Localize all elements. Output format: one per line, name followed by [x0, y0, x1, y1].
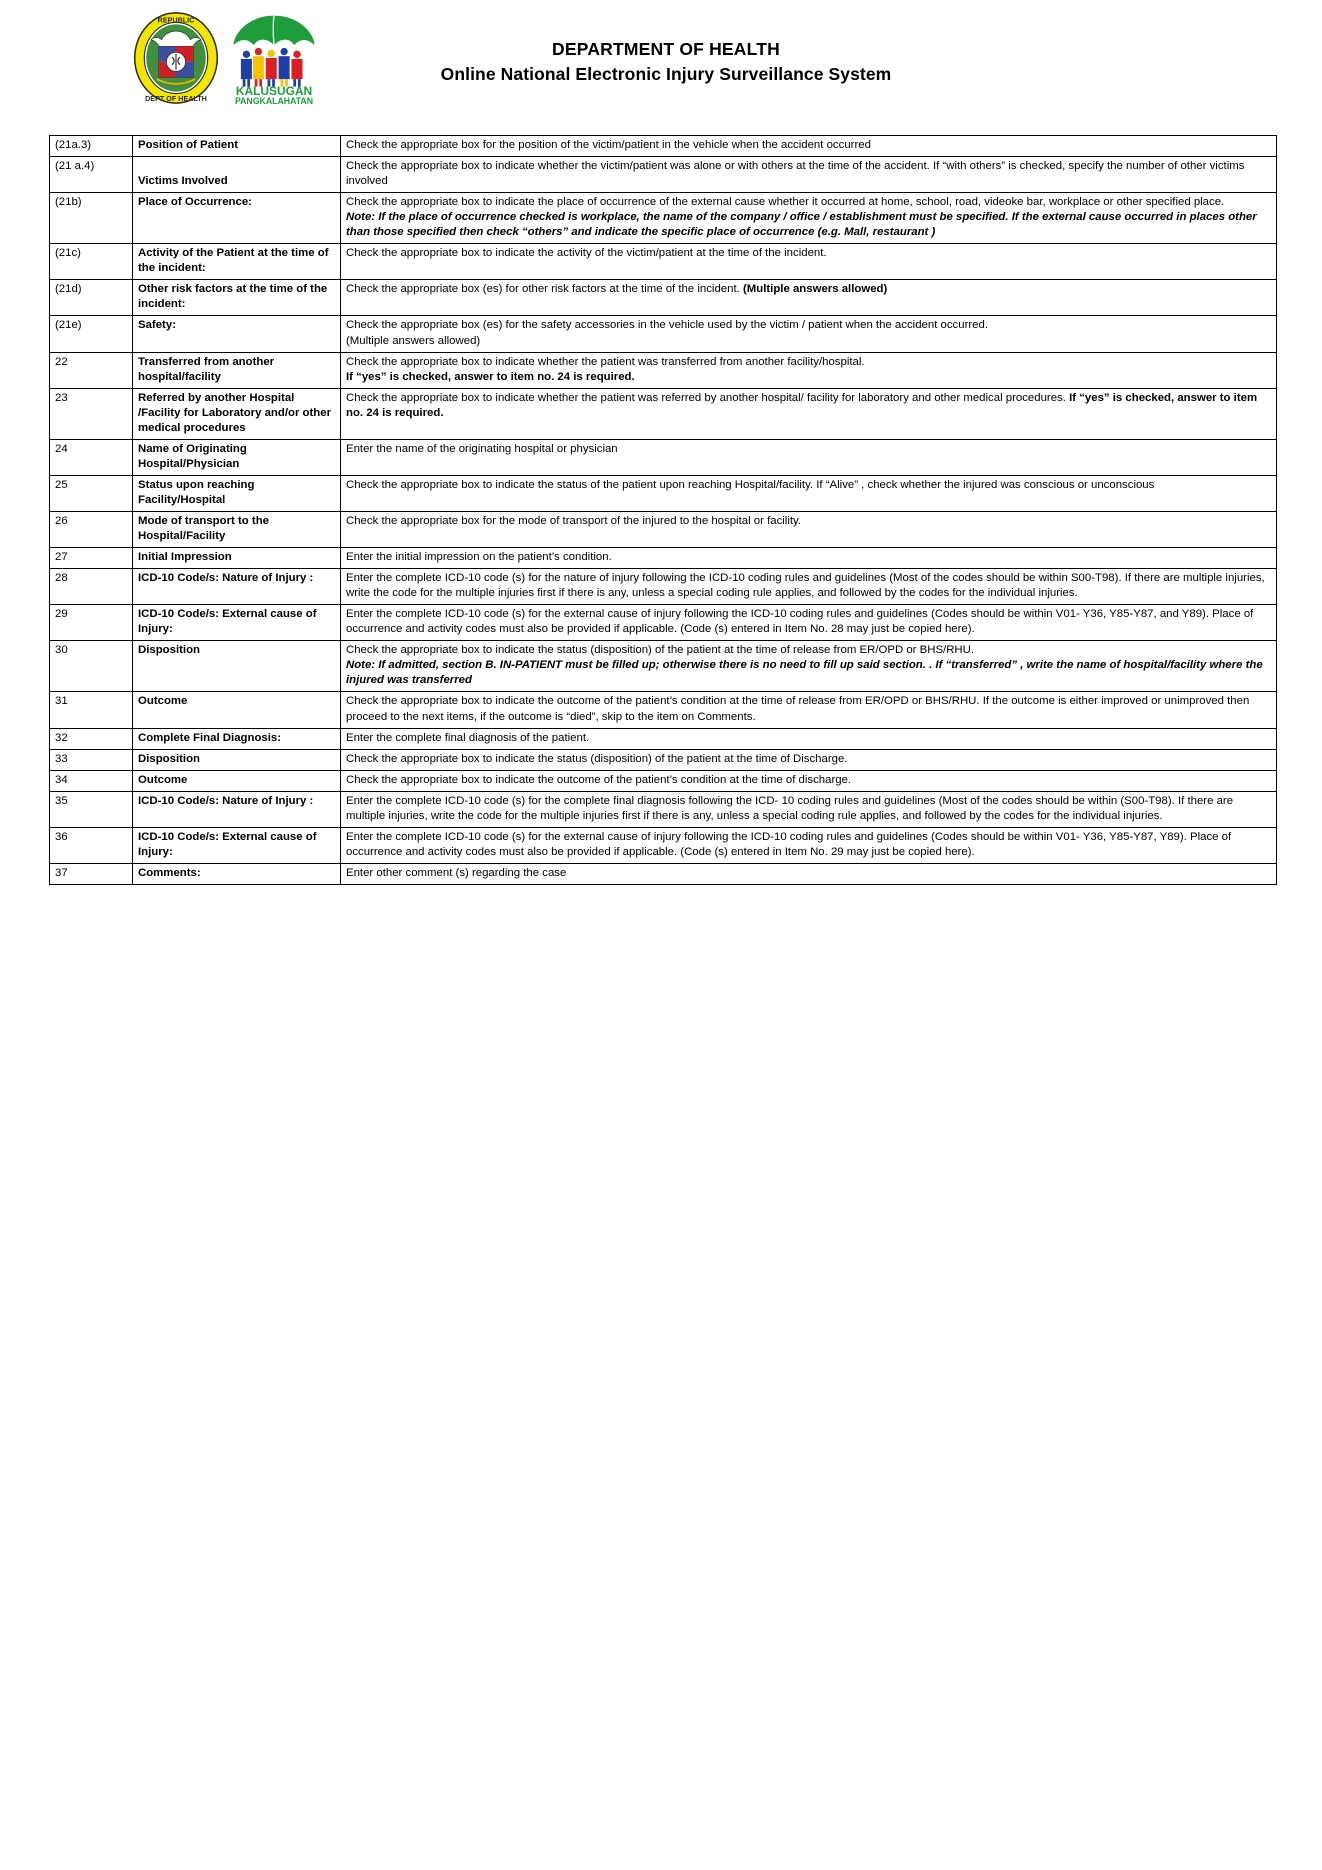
row-description: [341, 511, 1277, 547]
table-row: [50, 827, 1277, 863]
row-item-label: Mode of transport to the Hospital/Facility: [133, 511, 341, 547]
table-row: [50, 791, 1277, 827]
description-text: Check the appropriate box to indicate the outcome of the patient’s condition at the time of release from ER/OPD or BHS/RHU. If the outcome is either improved or unimproved then proceed to the next items, if the outcome is “died”, skip to the item on Comments.: [346, 695, 1250, 723]
table-row: [50, 863, 1277, 884]
description-text: Check the appropriate box for the position of the victim/patient in the vehicle when the accident occurred: [346, 139, 871, 151]
description-paragraph: [346, 334, 1272, 349]
row-description: [341, 692, 1277, 728]
description-text: Enter the complete ICD-10 code (s) for the complete final diagnosis following the ICD- 10 coding rules and guidelines (Most of the codes should be within (S00-T98). If there are multiple injuries, write the code for the multiple injuries first if there is any, unless a special coding rule applies, and followed by the codes for the individual injuries.: [346, 794, 1234, 822]
row-description: [341, 728, 1277, 749]
table-row: [50, 641, 1277, 692]
description-text: Check the appropriate box to indicate the place of occurrence of the external cause whether it occurred at home, school, road, videoke bar, workplace or other specified place.: [346, 196, 1225, 209]
row-item-label: Safety:: [133, 316, 341, 352]
description-paragraph: [346, 571, 1272, 601]
description-text: Check the appropriate box to indicate whether the patient was referred by another hospital/ facility for laboratory and other medical procedures.: [346, 391, 1070, 404]
row-item-number: 37: [50, 863, 133, 884]
row-item-label: ICD-10 Code/s: Nature of Injury :: [133, 569, 341, 605]
table-row: [50, 244, 1277, 280]
description-paragraph: [346, 138, 1272, 153]
row-item-number: 34: [50, 770, 133, 791]
row-item-label: Disposition: [133, 641, 341, 692]
row-item-number: 36: [50, 827, 133, 863]
row-item-number: 23: [50, 388, 133, 439]
description-text: Check the appropriate box (es) for other risk factors at the time of the incident.: [346, 283, 743, 296]
row-description: [341, 439, 1277, 475]
instructions-table: [49, 135, 1277, 885]
description-paragraph: [346, 355, 1272, 370]
description-paragraph: [346, 643, 1272, 658]
row-item-label: Transferred from another hospital/facility: [133, 352, 341, 388]
row-description: [341, 770, 1277, 791]
description-text: Enter the complete ICD-10 code (s) for the nature of injury following the ICD-10 coding rules and guidelines (Most of the codes should be within S00-T98). If there are multiple injuries, write the code for the multiple injuries first if there is any, unless a special coding rule applies, and followed by the codes for the individual injuries.: [346, 572, 1265, 600]
row-description: [341, 352, 1277, 388]
row-description: [341, 641, 1277, 692]
row-item-number: 25: [50, 475, 133, 511]
row-item-label: ICD-10 Code/s: External cause of Injury:: [133, 605, 341, 641]
description-text: Note: If the place of occurrence checked is workplace, the name of the company / office / establishment must be specified. If the external cause occurred in places other than those specified then check “others” and indicate the specific place of occurrence (e.g. Mall, restaurant ): [346, 211, 1257, 239]
row-description: [341, 193, 1277, 244]
description-paragraph: [346, 370, 1272, 385]
row-item-number: (21c): [50, 244, 133, 280]
guide-table-wrapper: [49, 135, 1277, 885]
row-item-label: Name of Originating Hospital/Physician: [133, 439, 341, 475]
description-text: Check the appropriate box to indicate the status (disposition) of the patient at the time of Discharge.: [346, 752, 848, 765]
row-item-number: (21d): [50, 280, 133, 316]
table-row: [50, 475, 1277, 511]
row-item-number: (21b): [50, 193, 133, 244]
description-paragraph: [346, 195, 1272, 210]
row-item-label: Complete Final Diagnosis:: [133, 728, 341, 749]
description-paragraph: [346, 752, 1272, 767]
row-description: [341, 244, 1277, 280]
description-text: Check the appropriate box to indicate the activity of the victim/patient at the time of the incident.: [346, 247, 827, 260]
description-text: If “yes” is checked, answer to item no. 24 is required.: [346, 370, 635, 383]
row-description: [341, 157, 1277, 193]
description-text: Check the appropriate box to indicate whether the victim/patient was alone or with others at the time of the accident. If “with others” is checked, specify the number of other victims involved: [346, 160, 1245, 188]
row-item-label: Other risk factors at the time of the incident:: [133, 280, 341, 316]
table-row: [50, 749, 1277, 770]
row-item-label: Disposition: [133, 749, 341, 770]
description-text: Check the appropriate box to indicate the status (disposition) of the patient at the time of release from ER/OPD or BHS/RHU.: [346, 644, 975, 657]
row-item-label: ICD-10 Code/s: External cause of Injury:: [133, 827, 341, 863]
table-row: [50, 388, 1277, 439]
row-item-number: 35: [50, 791, 133, 827]
description-text: Enter other comment (s) regarding the case: [346, 866, 567, 879]
description-emphasis: (Multiple answers allowed): [742, 283, 888, 296]
svg-text:REPUBLIC: REPUBLIC: [157, 15, 195, 25]
table-row: [50, 569, 1277, 605]
description-text: Check the appropriate box to indicate the outcome of the patient’s condition at the time of discharge.: [346, 773, 852, 786]
description-paragraph: [346, 773, 1272, 788]
pangkalahatan-text: PANGKALAHATAN: [234, 96, 314, 106]
row-item-label: ICD-10 Code/s: Nature of Injury :: [133, 791, 341, 827]
table-row: [50, 511, 1277, 547]
row-item-label: Status upon reaching Facility/Hospital: [133, 475, 341, 511]
table-row: [50, 728, 1277, 749]
description-text: Enter the complete ICD-10 code (s) for the external cause of injury following the ICD-10 coding rules and guidelines (Codes should be within V01- Y36, Y85-Y87, and Y89). Place of occurrence and activity codes must also be provided if applicable. (Code (s) entered in Item No. 28 may just be copied here).: [346, 608, 1254, 636]
row-item-label: Initial Impression: [133, 548, 341, 569]
instructions-table-body: [50, 136, 1277, 885]
description-paragraph: [346, 658, 1272, 688]
page-subtitle: Online National Electronic Injury Surveillance System: [440, 63, 892, 84]
row-item-number: 22: [50, 352, 133, 388]
description-text: Check the appropriate box (es) for the safety accessories in the vehicle used by the victim / patient when the accident occurred.: [346, 319, 989, 332]
row-item-label: Activity of the Patient at the time of the incident:: [133, 244, 341, 280]
row-item-number: 32: [50, 728, 133, 749]
row-description: [341, 316, 1277, 352]
row-item-number: 28: [50, 569, 133, 605]
description-text: (Multiple answers allowed): [346, 334, 481, 347]
kalusugan-text: KALUSUGAN: [235, 83, 313, 98]
row-item-label: Place of Occurrence:: [133, 193, 341, 244]
description-paragraph: [346, 514, 1272, 529]
table-row: [50, 157, 1277, 193]
row-description: [341, 136, 1277, 157]
row-item-label: Outcome: [133, 770, 341, 791]
table-row: [50, 605, 1277, 641]
description-text: Enter the initial impression on the patient’s condition.: [346, 551, 612, 564]
row-item-label: Victims Involved: [133, 157, 341, 193]
description-paragraph: [346, 830, 1272, 860]
description-text: Note: If admitted, section B. IN-PATIENT must be filled up; otherwise there is no need to fill up said section. . If “transferred” , write the name of hospital/facility where the injured was transferred: [346, 659, 1263, 687]
description-text: Enter the name of the originating hospital or physician: [346, 442, 618, 455]
row-item-label: Position of Patient: [133, 136, 341, 157]
description-paragraph: [346, 866, 1272, 881]
row-description: [341, 569, 1277, 605]
table-row: [50, 193, 1277, 244]
row-item-number: 29: [50, 605, 133, 641]
header-title-block: [0, 38, 1322, 87]
row-description: [341, 280, 1277, 316]
description-paragraph: [346, 442, 1272, 457]
description-paragraph: [346, 159, 1272, 189]
row-item-number: 26: [50, 511, 133, 547]
table-row: [50, 692, 1277, 728]
description-text: Check the appropriate box to indicate the status of the patient upon reaching Hospital/facility. If “Alive” , check whether the injured was conscious or unconscious: [346, 478, 1155, 491]
document-header: [0, 0, 1322, 126]
row-item-number: 27: [50, 548, 133, 569]
row-item-number: (21e): [50, 316, 133, 352]
row-item-number: 33: [50, 749, 133, 770]
description-text: Check the appropriate box for the mode of transport of the injured to the hospital or facility.: [346, 514, 802, 527]
description-paragraph: [346, 246, 1272, 261]
row-description: [341, 791, 1277, 827]
table-row: [50, 136, 1277, 157]
row-description: [341, 863, 1277, 884]
row-description: [341, 548, 1277, 569]
row-item-label: Comments:: [133, 863, 341, 884]
description-text: Check the appropriate box to indicate whether the patient was transferred from another facility/hospital.: [346, 355, 865, 368]
table-row: [50, 280, 1277, 316]
svg-text:DEPT OF HEALTH: DEPT OF HEALTH: [145, 94, 207, 104]
description-paragraph: [346, 607, 1272, 637]
row-description: [341, 605, 1277, 641]
description-paragraph: [346, 282, 1272, 297]
table-row: [50, 548, 1277, 569]
row-item-number: (21 a.4): [50, 157, 133, 193]
table-row: [50, 770, 1277, 791]
table-row: [50, 352, 1277, 388]
page-title: DEPARTMENT OF HEALTH: [552, 39, 780, 59]
table-row: [50, 316, 1277, 352]
row-item-number: 31: [50, 692, 133, 728]
row-item-number: 24: [50, 439, 133, 475]
description-paragraph: [346, 794, 1272, 824]
description-paragraph: [346, 731, 1272, 746]
row-item-label: Outcome: [133, 692, 341, 728]
description-paragraph: [346, 318, 1272, 333]
description-paragraph: [346, 391, 1272, 421]
row-item-label: Referred by another Hospital /Facility for Laboratory and/or other medical procedures: [133, 388, 341, 439]
description-emphasis: If “yes” is checked, answer to item no. 24 is required.: [346, 391, 1258, 419]
description-paragraph: [346, 478, 1272, 493]
description-paragraph: [346, 550, 1272, 565]
description-paragraph: [346, 694, 1272, 724]
row-description: [341, 749, 1277, 770]
row-description: [341, 827, 1277, 863]
table-row: [50, 439, 1277, 475]
description-paragraph: [346, 210, 1272, 240]
row-item-number: (21a.3): [50, 136, 133, 157]
row-item-number: 30: [50, 641, 133, 692]
description-text: Enter the complete ICD-10 code (s) for the external cause of injury following the ICD-10 coding rules and guidelines (Codes should be within V01- Y36, Y85-Y87, Y89). Place of occurrence and activity codes must also be provided if applicable. (Code (s) entered in Item No. 29 may just be copied here).: [346, 830, 1232, 858]
description-text: Enter the complete final diagnosis of the patient.: [346, 731, 590, 744]
row-description: [341, 475, 1277, 511]
row-description: [341, 388, 1277, 439]
